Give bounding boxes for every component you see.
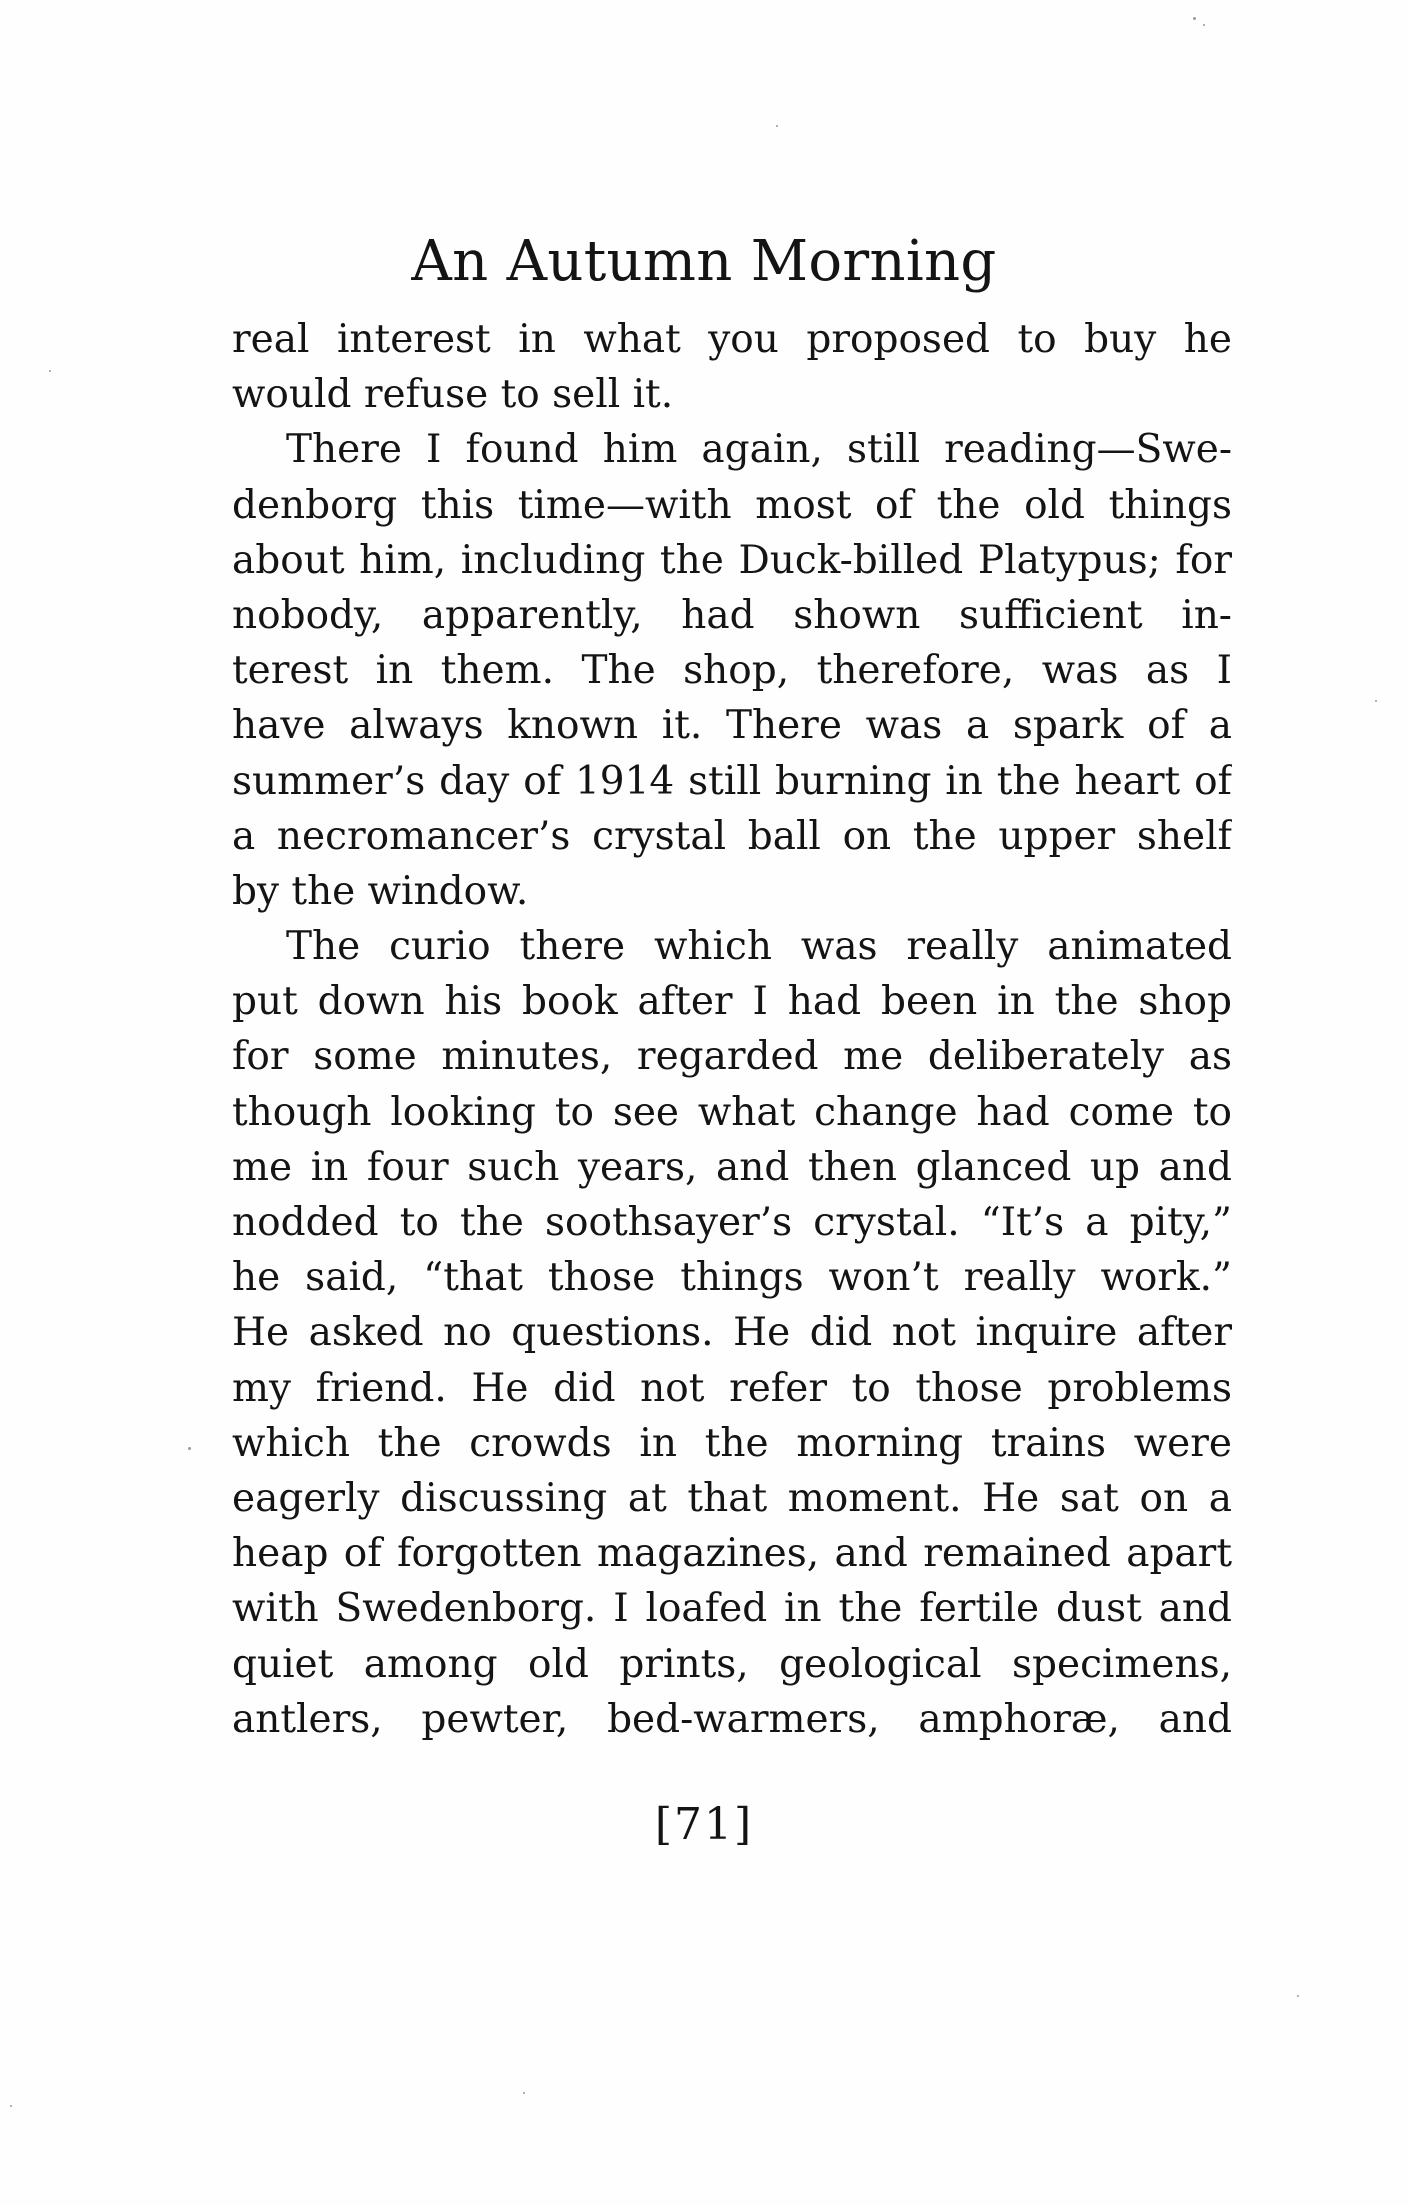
text-line: me in four such years, and then glanced up and (232, 1144, 1232, 1190)
paper-speck (1203, 24, 1205, 26)
text-line: for some minutes, regarded me deliberately as (232, 1034, 1232, 1080)
text-line: He asked no questions. He did not inquire after (232, 1310, 1232, 1356)
text-line: have always known it. There was a spark of a (232, 703, 1232, 749)
text-line: he said, “that those things won’t really work.” (232, 1255, 1232, 1301)
text-line: real interest in what you proposed to buy he (232, 317, 1232, 362)
paper-speck (10, 2105, 12, 2107)
page-number: [71] (654, 1799, 754, 1850)
text-line: summer’s day of 1914 still burning in the heart of (232, 758, 1232, 804)
text-line: which the crowds in the morning trains were (232, 1420, 1232, 1466)
text-line: a necromancer’s crystal ball on the upper shelf (232, 813, 1232, 859)
text-line: would refuse to sell it. (232, 372, 674, 418)
text-line: There I found him again, still reading—Swe- (286, 427, 1232, 473)
text-line: heap of forgotten magazines, and remained apart (232, 1531, 1232, 1577)
text-line: eagerly discussing at that moment. He sat on a (232, 1475, 1232, 1521)
text-line: put down his book after I had been in the shop (232, 979, 1232, 1025)
text-line: by the window. (232, 868, 529, 914)
text-line: about him, including the Duck-billed Platypus; for (232, 537, 1232, 583)
text-line: with Swedenborg. I loafed in the fertile dust and (232, 1586, 1232, 1632)
paper-speck (1375, 700, 1377, 702)
paper-speck (188, 1447, 191, 1450)
paper-speck (1297, 1995, 1299, 1997)
paper-speck (49, 370, 51, 372)
text-line: my friend. He did not refer to those problems (232, 1365, 1232, 1411)
paper-speck (523, 2092, 525, 2094)
running-head: An Autumn Morning (411, 229, 997, 294)
text-line: nobody, apparently, had shown sufficient in- (232, 592, 1232, 638)
text-line: The curio there which was really animated (286, 924, 1232, 970)
paper-speck (776, 125, 778, 127)
text-line: terest in them. The shop, therefore, was as I (232, 648, 1232, 694)
paper-speck (1193, 17, 1196, 20)
body-text (232, 312, 1232, 1747)
text-line: antlers, pewter, bed-warmers, amphoræ, and (232, 1696, 1232, 1742)
text-line: though looking to see what change had come to (232, 1089, 1232, 1135)
text-line: quiet among old prints, geological specimens, (232, 1641, 1232, 1687)
text-line: nodded to the soothsayer’s crystal. “It’s a pity,” (232, 1200, 1232, 1245)
text-line: denborg this time—with most of the old things (232, 482, 1232, 528)
